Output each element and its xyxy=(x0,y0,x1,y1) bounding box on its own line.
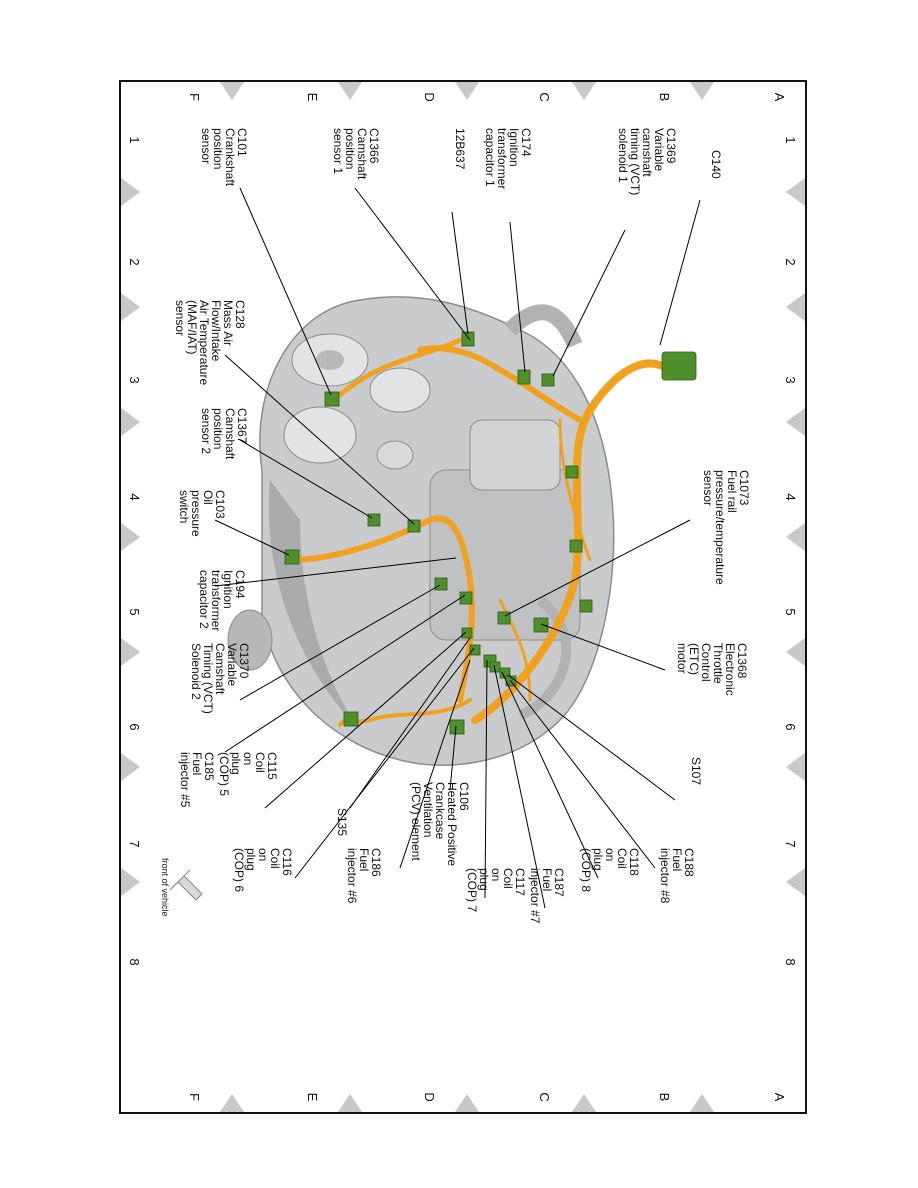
label-c194-line: C194 xyxy=(233,570,247,599)
label-c1370-line: Solenoid 2 xyxy=(189,643,203,700)
label-c188-line: Fuel xyxy=(670,848,684,872)
front-pulley-hub xyxy=(316,350,344,370)
edge-marker xyxy=(455,82,479,100)
connector-c186 xyxy=(450,720,464,734)
edge-marker xyxy=(338,82,362,100)
label-c101-line: position xyxy=(211,128,225,170)
grid-col-left-1: 1 xyxy=(127,136,142,144)
connector-c174 xyxy=(518,370,530,384)
label-s135-line: S135 xyxy=(335,808,349,837)
label-c187 xyxy=(528,868,566,924)
label-c186-line: injector #6 xyxy=(345,848,359,904)
label-c116-line: (COP) 6 xyxy=(232,848,246,893)
edge-marker xyxy=(572,82,596,100)
label-c1368-line: Control xyxy=(699,643,713,682)
grid-col-left-7: 7 xyxy=(127,840,142,848)
label-c117-line: C117 xyxy=(513,868,527,896)
label-c101-line: C101 xyxy=(235,128,249,157)
label-c101-line: Crankshaft xyxy=(223,128,237,187)
grid-row-top-E: E xyxy=(305,92,320,102)
leader-c140 xyxy=(660,200,700,345)
label-c115-line: C115 xyxy=(265,752,279,780)
engine-illustration xyxy=(228,297,614,765)
grid-row-bottom-A: A xyxy=(772,1092,787,1102)
grid-col-right-3: 3 xyxy=(783,376,798,384)
label-c1369-line: Variable xyxy=(652,128,666,172)
connector-c116 xyxy=(470,645,480,655)
intake-plenum xyxy=(470,420,560,490)
leader-c1369 xyxy=(553,230,625,376)
label-c1370-line: Camshaft xyxy=(213,643,227,695)
label-c118-line: C118 xyxy=(627,848,641,876)
label-c115 xyxy=(217,752,279,796)
label-c118-line: on xyxy=(603,848,617,862)
label-c106-line: (PCV) element xyxy=(409,782,423,861)
label-c140-line: C140 xyxy=(709,150,723,179)
label-c1366-line: sensor 1 xyxy=(331,128,345,175)
label-c106-line: Ventilation xyxy=(421,782,435,838)
grid-row-bottom-F: F xyxy=(187,1093,202,1101)
label-c115-line: plug xyxy=(229,752,243,775)
grid-col-left-3: 3 xyxy=(127,376,142,384)
edge-marker xyxy=(220,82,244,100)
label-s107 xyxy=(689,757,703,785)
label-c1368-line: C1368 xyxy=(735,643,749,679)
label-c103-line: C103 xyxy=(213,490,227,519)
edge-marker xyxy=(786,868,805,896)
label-c1367-line: position xyxy=(211,408,225,450)
label-c174-line: C174 xyxy=(519,128,533,157)
label-c103-line: Oil xyxy=(201,490,215,505)
edge-marker xyxy=(121,178,140,206)
label-c1367-line: C1367 xyxy=(235,408,249,444)
label-c1366 xyxy=(331,128,381,180)
grid-row-top-C: C xyxy=(537,92,552,102)
label-c117-line: (COP) 7 xyxy=(465,868,479,913)
connector-c1369 xyxy=(542,374,554,386)
grid-col-left-8: 8 xyxy=(127,958,142,966)
grid-col-right-2: 2 xyxy=(783,258,798,266)
edge-marker xyxy=(121,753,140,781)
label-c116-line: on xyxy=(256,848,270,862)
grid-row-top-B: B xyxy=(657,92,672,102)
connector-misc-2 xyxy=(570,540,582,552)
grid-col-right-1: 1 xyxy=(783,136,798,144)
connector-c115 xyxy=(462,628,472,638)
label-c115-line: Coil xyxy=(253,752,267,773)
connector-c101 xyxy=(325,392,339,406)
grid-col-left-2: 2 xyxy=(127,258,142,266)
label-c174-line: transformer xyxy=(495,128,509,190)
label-12b637 xyxy=(453,128,467,170)
connector-misc-3 xyxy=(580,600,592,612)
label-c186-line: C186 xyxy=(369,848,383,877)
grid-col-right-7: 7 xyxy=(783,840,798,848)
label-c188 xyxy=(658,848,696,904)
label-c1368-line: Electronic xyxy=(723,643,737,696)
grid-col-left-6: 6 xyxy=(127,723,142,731)
label-c1368-line: motor xyxy=(675,643,689,674)
label-c1367-line: sensor 2 xyxy=(199,408,213,455)
label-c185-line: injector #5 xyxy=(178,752,192,808)
label-c188-line: C188 xyxy=(682,848,696,877)
label-c128-line: sensor xyxy=(173,300,187,337)
grid-row-bottom-B: B xyxy=(657,1092,672,1102)
label-c194-line: transformer xyxy=(209,570,223,632)
label-c103-line: pressure xyxy=(189,490,203,537)
label-c128-line: Flow/Intake xyxy=(209,300,223,362)
connector-c185 xyxy=(344,712,358,726)
edge-marker xyxy=(572,1094,596,1112)
connector-c1370 xyxy=(460,592,472,604)
connector-c128 xyxy=(408,520,420,532)
label-c1366-line: position xyxy=(343,128,357,170)
edge-marker xyxy=(338,1094,362,1112)
label-c140 xyxy=(709,150,723,179)
label-c187-line: C187 xyxy=(552,868,566,897)
label-c118-line: Coil xyxy=(615,848,629,869)
label-c1073-line: Fuel rail xyxy=(725,470,739,513)
connector-c103 xyxy=(285,550,299,564)
label-c1366-line: C1366 xyxy=(367,128,381,164)
label-c174-line: capacitor 1 xyxy=(483,128,497,187)
label-c1367-line: Camshaft xyxy=(223,408,237,460)
label-c118 xyxy=(579,848,641,892)
grid-row-bottom-D: D xyxy=(422,1092,437,1102)
label-c117-line: plug xyxy=(477,868,491,891)
grid-row-bottom-E: E xyxy=(305,1092,320,1102)
label-c188-line: injector #8 xyxy=(658,848,672,904)
grid-col-right-6: 6 xyxy=(783,723,798,731)
connector-misc-1 xyxy=(566,466,578,478)
label-c118-line: plug xyxy=(591,848,605,871)
label-c1369 xyxy=(616,128,678,195)
edge-marker xyxy=(786,293,805,321)
label-c1370-line: Variable xyxy=(225,643,239,687)
idler-pulley xyxy=(377,441,413,469)
edge-marker xyxy=(121,523,140,551)
label-c1369-line: timing (VCT) xyxy=(628,128,642,196)
label-c116-line: plug xyxy=(244,848,258,871)
label-c117-line: on xyxy=(489,868,503,882)
label-c194-line: capacitor 2 xyxy=(197,570,211,629)
label-c1368 xyxy=(675,643,749,696)
label-c128-line: Mass Air xyxy=(221,300,235,347)
grid-row-top-A: A xyxy=(772,92,787,102)
edge-marker xyxy=(786,753,805,781)
label-c106-line: Crankcase xyxy=(433,782,447,840)
front-of-vehicle-label: front of vehicle xyxy=(160,858,170,917)
grid-col-right-4: 4 xyxy=(783,493,798,501)
label-c1370-line: C1370 xyxy=(237,643,251,679)
edge-marker xyxy=(786,523,805,551)
label-c174 xyxy=(483,128,533,189)
grid-col-right-5: 5 xyxy=(783,608,798,616)
label-c1369-line: C1369 xyxy=(664,128,678,164)
connector-c1368 xyxy=(534,618,548,632)
label-c117 xyxy=(465,868,527,912)
edge-marker xyxy=(121,638,140,666)
grid-col-left-5: 5 xyxy=(127,608,142,616)
label-c101 xyxy=(199,128,249,187)
label-c128-line: Air Temperature xyxy=(197,300,211,386)
label-c116-line: C116 xyxy=(280,848,294,876)
cam-pulley xyxy=(370,368,430,412)
label-c106-line: C106 xyxy=(457,782,471,811)
label-c128-line: (MAF/IAT) xyxy=(185,300,199,355)
label-c103 xyxy=(177,490,227,537)
label-c185 xyxy=(178,752,216,808)
label-c1073-line: pressure/temperature xyxy=(713,470,727,585)
edge-marker xyxy=(220,1094,244,1112)
front-of-vehicle-arrow xyxy=(160,858,202,917)
connector-12b637 xyxy=(462,332,474,346)
label-c128-line: C128 xyxy=(233,300,247,329)
edge-marker xyxy=(690,82,714,100)
label-12b637-line: 12B637 xyxy=(453,128,467,170)
connector-c194 xyxy=(435,578,447,590)
crank-pulley xyxy=(284,407,356,463)
label-c185-line: Fuel xyxy=(190,752,204,776)
label-c187-line: Fuel xyxy=(540,868,554,892)
label-c1370-line: Timing (VCT) xyxy=(201,643,215,714)
label-c1073-line: C1073 xyxy=(737,470,751,506)
edge-marker xyxy=(455,1094,479,1112)
label-c1370 xyxy=(189,643,251,714)
label-s135 xyxy=(335,808,349,836)
connector-c140 xyxy=(662,352,696,380)
grid-col-right-8: 8 xyxy=(783,958,798,966)
label-c118-line: (COP) 8 xyxy=(579,848,593,893)
label-c185-line: C185 xyxy=(202,752,216,781)
label-c1073 xyxy=(701,470,751,585)
edge-marker xyxy=(786,408,805,436)
label-c186 xyxy=(345,848,383,904)
label-c1369-line: solenoid 1 xyxy=(616,128,630,183)
label-c186-line: Fuel xyxy=(357,848,371,872)
label-c1366-line: Camshaft xyxy=(355,128,369,180)
label-c187-line: injector #7 xyxy=(528,868,542,924)
edge-marker xyxy=(690,1094,714,1112)
edge-marker xyxy=(121,408,140,436)
label-c101-line: sensor xyxy=(199,128,213,165)
connector-c1367 xyxy=(368,514,380,526)
label-c1367 xyxy=(199,408,249,460)
label-s107-line: S107 xyxy=(689,757,703,786)
label-c128 xyxy=(173,300,247,385)
leader-c188 xyxy=(510,680,655,868)
label-c116-line: Coil xyxy=(268,848,282,869)
label-c103-line: switch xyxy=(177,490,191,524)
grid-row-top-D: D xyxy=(422,92,437,102)
edge-marker xyxy=(786,178,805,206)
arrow-icon xyxy=(170,870,202,900)
grid-col-left-4: 4 xyxy=(127,493,142,501)
label-c116 xyxy=(232,848,294,892)
label-c117-line: Coil xyxy=(501,868,515,889)
label-c115-line: on xyxy=(241,752,255,766)
edge-marker xyxy=(121,868,140,896)
label-c1368-line: Throttle xyxy=(711,643,725,684)
grid-row-top-F: F xyxy=(187,93,202,101)
edge-marker xyxy=(786,638,805,666)
label-c174-line: Ignition xyxy=(507,128,521,167)
label-c115-line: (COP) 5 xyxy=(217,752,231,797)
label-c106 xyxy=(409,782,471,866)
label-c106-line: Heated Positive xyxy=(445,782,459,867)
label-c194-line: Ignition xyxy=(221,570,235,609)
grid-row-bottom-C: C xyxy=(537,1092,552,1102)
label-c1073-line: sensor xyxy=(701,470,715,507)
label-c1369-line: camshaft xyxy=(640,128,654,177)
label-c1368-line: (ETC) xyxy=(687,643,701,675)
edge-marker xyxy=(121,293,140,321)
